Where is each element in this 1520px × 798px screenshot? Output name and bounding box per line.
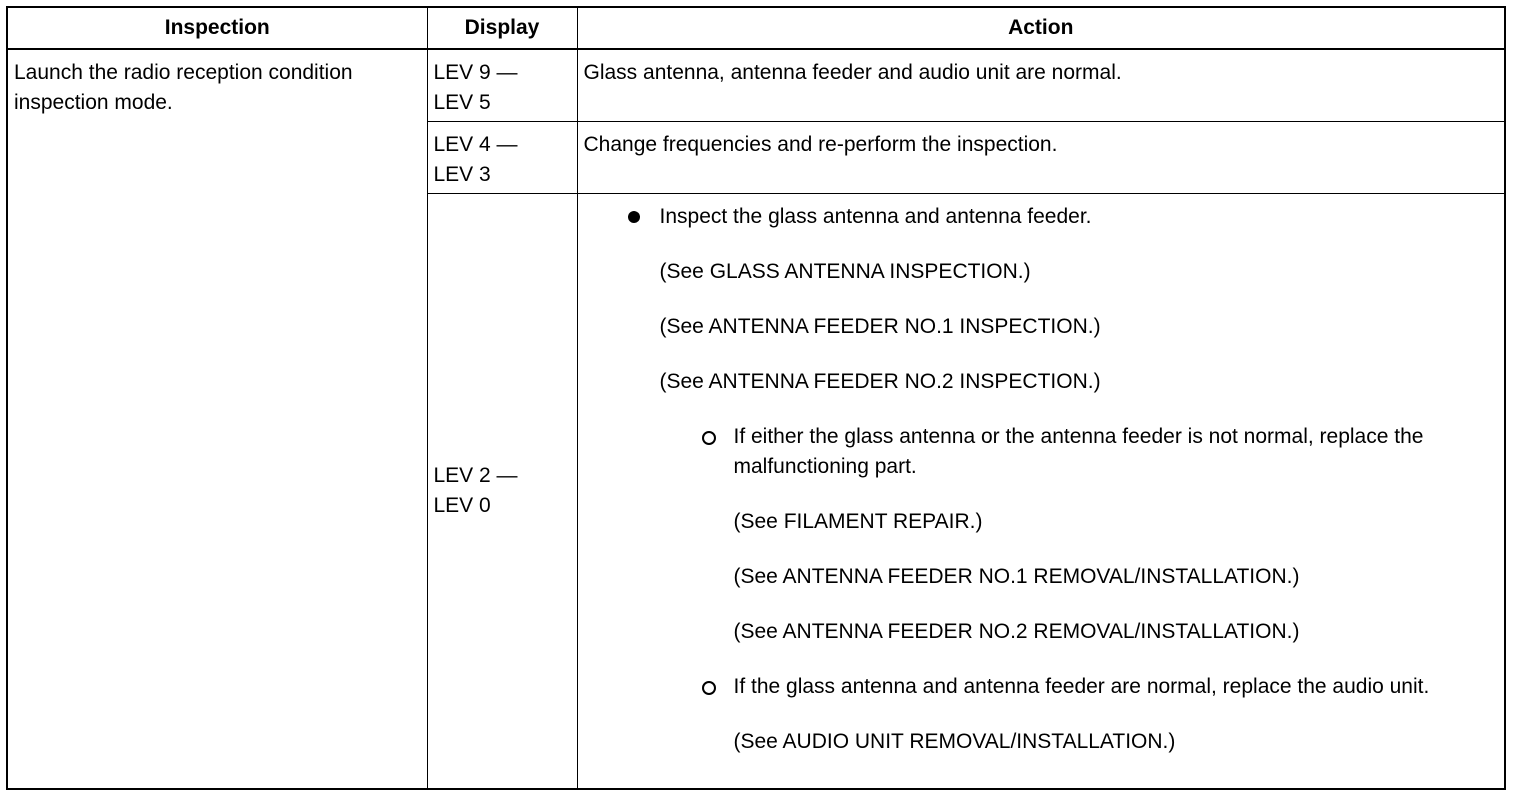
- header-row: [7, 7, 1505, 49]
- sub-bullet-text: If the glass antenna and antenna feeder are normal, replace the audio unit.: [733, 674, 1430, 698]
- table-row: [7, 49, 1505, 121]
- header-action: Action: [577, 7, 1505, 49]
- circle-bullet-icon: [702, 431, 716, 445]
- bullet-text: Inspect the glass antenna and antenna feeder.: [659, 204, 1092, 228]
- header-inspection: Inspection: [7, 7, 427, 49]
- display-cell: LEV 9 — LEV 5: [427, 49, 577, 121]
- action-cell: Change frequencies and re-perform the inspection.: [577, 121, 1505, 193]
- reference-text: (See AUDIO UNIT REMOVAL/INSTALLATION.): [733, 729, 1176, 753]
- sub-bullet-item: [734, 672, 1499, 757]
- display-cell: LEV 4 — LEV 3: [427, 121, 577, 193]
- circle-bullet-icon: [702, 681, 716, 695]
- action-cell: Glass antenna, antenna feeder and audio unit are normal.: [577, 49, 1505, 121]
- reference-text: (See ANTENNA FEEDER NO.2 REMOVAL/INSTALLATION.): [733, 619, 1300, 643]
- reference-text: (See ANTENNA FEEDER NO.1 REMOVAL/INSTALLATION.): [733, 564, 1300, 588]
- header-display: Display: [427, 7, 577, 49]
- reference-text: (See FILAMENT REPAIR.): [733, 509, 983, 533]
- action-cell: [577, 193, 1505, 789]
- reference-text: (See ANTENNA FEEDER NO.2 INSPECTION.): [659, 369, 1101, 393]
- bullet-icon: [628, 211, 640, 223]
- bullet-item: [660, 202, 1499, 397]
- inspection-cell: Launch the radio reception condition inspection mode.: [7, 49, 427, 789]
- reference-text: (See GLASS ANTENNA INSPECTION.): [659, 259, 1031, 283]
- action-list: [584, 202, 1499, 757]
- sub-bullet-text: If either the glass antenna or the antenna feeder is not normal, replace the malfunctioning part.: [733, 424, 1424, 478]
- sub-bullet-item: [734, 422, 1499, 647]
- reference-text: (See ANTENNA FEEDER NO.1 INSPECTION.): [659, 314, 1101, 338]
- inspection-table: [6, 6, 1506, 790]
- display-cell: LEV 2 — LEV 0: [427, 193, 577, 789]
